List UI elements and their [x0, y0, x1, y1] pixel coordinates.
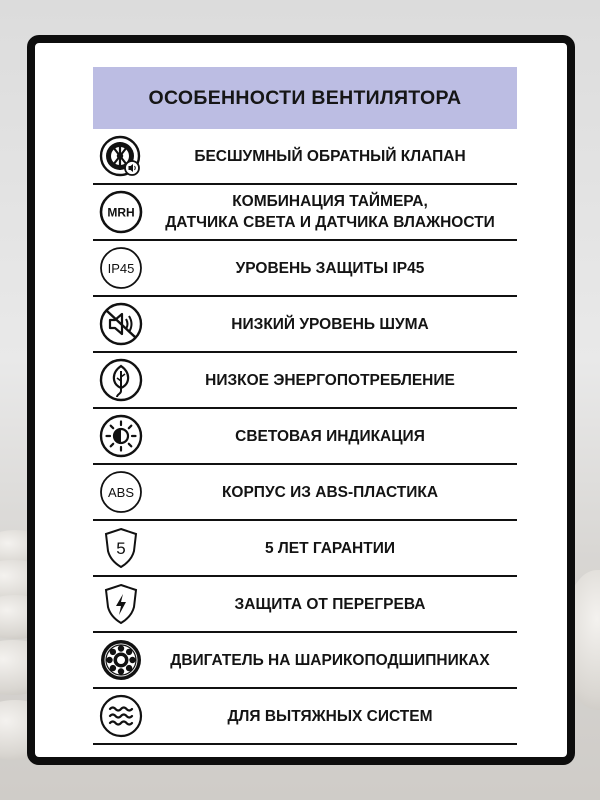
check-valve-icon: [93, 129, 149, 183]
list-item: [93, 241, 517, 297]
list-item: [93, 465, 517, 521]
feature-label: 5 ЛЕТ ГАРАНТИИ: [264, 539, 396, 557]
light-indicator-icon: [93, 409, 149, 463]
ip45-badge-icon: [93, 241, 149, 295]
card-header: [93, 67, 517, 129]
abs-badge-text: ABS: [107, 485, 135, 500]
mrh-badge-icon: [93, 185, 149, 239]
feature-label: ДВИГАТЕЛЬ НА ШАРИКОПОДШИПНИКАХ: [170, 651, 490, 669]
feature-label: [149, 191, 517, 233]
feature-list: [93, 129, 517, 745]
list-item: [93, 297, 517, 353]
list-item: [93, 577, 517, 633]
feature-label: НИЗКОЕ ЭНЕРГОПОТРЕБЛЕНИЕ: [205, 371, 455, 389]
leaf-plug-icon: [93, 353, 149, 407]
feature-label-line2: ДАТЧИКА СВЕТА И ДАТЧИКА ВЛАЖНОСТИ: [165, 214, 495, 231]
shield-five-icon: [93, 521, 149, 575]
features-card: [27, 35, 575, 765]
exhaust-waves-icon: [93, 689, 149, 743]
feature-label-line1: КОМБИНАЦИЯ ТАЙМЕРА,: [232, 193, 428, 210]
list-item: [93, 185, 517, 241]
feature-label: НИЗКИЙ УРОВЕНЬ ШУМА: [231, 315, 429, 333]
list-item: [93, 633, 517, 689]
feature-label: СВЕТОВАЯ ИНДИКАЦИЯ: [235, 427, 425, 445]
list-item: [93, 521, 517, 577]
feature-label: УРОВЕНЬ ЗАЩИТЫ IP45: [235, 259, 425, 277]
list-item: [93, 353, 517, 409]
mrh-badge-text: MRH: [107, 205, 135, 220]
feature-label: БЕСШУМНЫЙ ОБРАТНЫЙ КЛАПАН: [194, 147, 466, 165]
feature-label: ДЛЯ ВЫТЯЖНЫХ СИСТЕМ: [227, 707, 433, 725]
feature-label: ЗАЩИТА ОТ ПЕРЕГРЕВА: [234, 595, 426, 613]
feature-label: КОРПУС ИЗ ABS-ПЛАСТИКА: [221, 483, 439, 501]
abs-badge-icon: [93, 465, 149, 519]
shield-lightning-icon: [93, 577, 149, 631]
shield-five-text: 5: [116, 539, 126, 558]
list-item: [93, 689, 517, 745]
mute-speaker-icon: [93, 297, 149, 351]
ball-bearing-icon: [93, 633, 149, 687]
list-item: [93, 409, 517, 465]
card-title: ОСОБЕННОСТИ ВЕНТИЛЯТОРА: [148, 86, 462, 109]
list-item: [93, 129, 517, 185]
ip45-badge-text: IP45: [107, 261, 135, 276]
